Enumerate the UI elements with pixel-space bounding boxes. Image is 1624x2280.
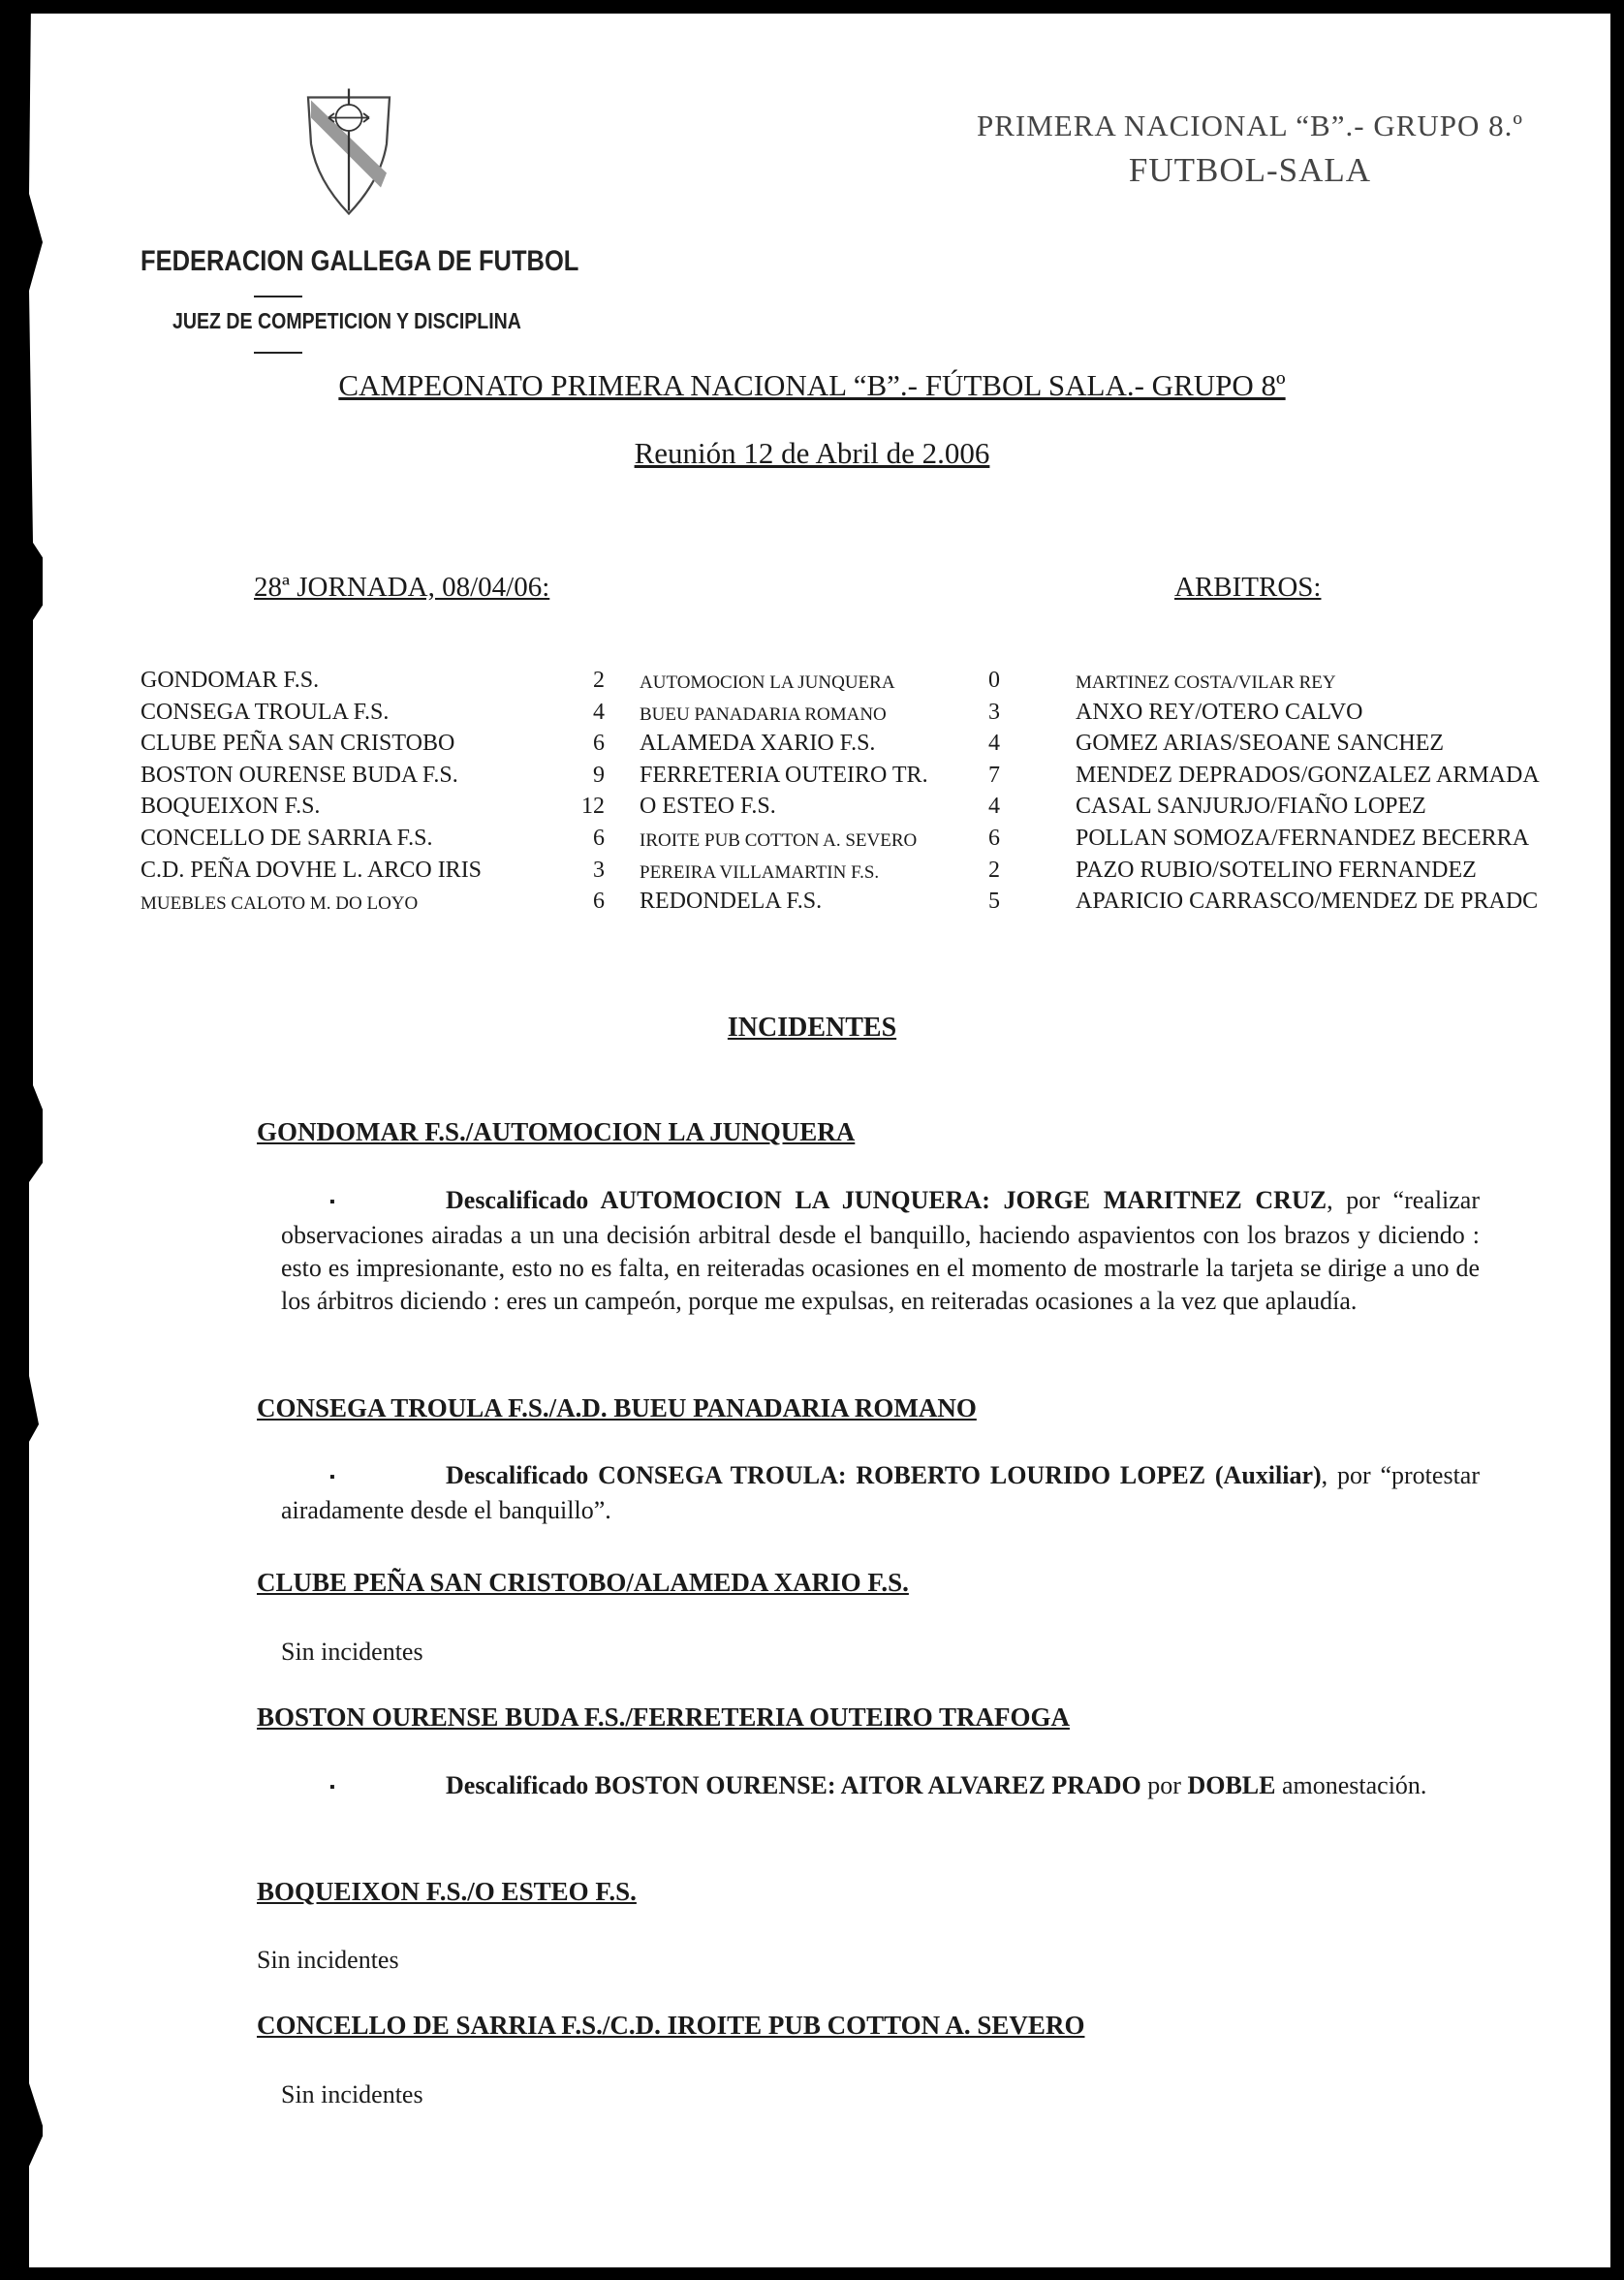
result-row <box>0 663 1624 694</box>
referees: MARTINEZ COSTA/VILAR REY <box>1076 672 1336 693</box>
sanction: Descalificado BOSTON OURENSE: AITOR ALVAREZ PRADO <box>446 1771 1141 1799</box>
home-team: C.D. PEÑA DOVHE L. ARCO IRIS <box>141 857 483 883</box>
away-score: 4 <box>988 731 1000 757</box>
incident-heading: BOSTON OURENSE BUDA F.S./FERRETERIA OUTEIRO TRAFOGA <box>257 1702 1070 1732</box>
result-row <box>0 853 1624 884</box>
home-score: 12 <box>581 794 605 820</box>
away-team: AUTOMOCION LA JUNQUERA <box>640 672 895 693</box>
away-team: BUEU PANADARIA ROMANO <box>640 703 887 725</box>
result-row <box>0 726 1624 757</box>
federation-logo <box>305 85 392 217</box>
bullet-icon: ▪ <box>329 1779 335 1796</box>
incident-heading: CLUBE PEÑA SAN CRISTOBO/ALAMEDA XARIO F.S. <box>257 1568 909 1597</box>
home-team: CLUBE PEÑA SAN CRISTOBO <box>141 731 455 757</box>
incident-text: Sin incidentes <box>257 1946 399 1974</box>
text: por <box>1140 1771 1188 1799</box>
home-team: GONDOMAR F.S. <box>141 668 320 693</box>
divider <box>254 296 302 297</box>
home-score: 6 <box>593 889 605 915</box>
home-team: BOSTON OURENSE BUDA F.S. <box>141 762 458 788</box>
away-score: 0 <box>988 668 1000 693</box>
incident-heading: CONCELLO DE SARRIA F.S./C.D. IROITE PUB COTTON A. SEVERO <box>257 2011 1085 2040</box>
text: DOBLE <box>1187 1771 1276 1799</box>
incident-text: Sin incidentes <box>281 2080 423 2108</box>
home-score: 2 <box>593 668 605 693</box>
result-row <box>0 789 1624 820</box>
referees: ANXO REY/OTERO CALVO <box>1076 699 1363 725</box>
sanction: Descalificado CONSEGA TROULA: ROBERTO LOURIDO LOPEZ (Auxiliar) <box>446 1461 1322 1489</box>
referees: GOMEZ ARIAS/SEOANE SANCHEZ <box>1076 731 1445 757</box>
home-team: BOQUEIXON F.S. <box>141 794 321 820</box>
bullet-icon: ▪ <box>329 1469 335 1486</box>
home-team: CONSEGA TROULA F.S. <box>141 699 390 725</box>
home-team: CONCELLO DE SARRIA F.S. <box>141 826 433 851</box>
away-team: ALAMEDA XARIO F.S. <box>640 731 876 757</box>
meeting-date: Reunión 12 de Abril de 2.006 <box>634 436 990 470</box>
home-team: MUEBLES CALOTO M. DO LOYO <box>141 893 419 915</box>
referees-label: ARBITROS: <box>1174 572 1322 603</box>
result-row <box>0 758 1624 789</box>
sport-header: FUTBOL-SALA <box>1128 151 1372 189</box>
document-title: CAMPEONATO PRIMERA NACIONAL “B”.- FÚTBOL SALA.- GRUPO 8º <box>338 368 1286 402</box>
referees: PAZO RUBIO/SOTELINO FERNANDEZ <box>1076 857 1477 883</box>
reason: , por “protestar airadamente desde el banquillo”. <box>281 1461 1480 1525</box>
scan-edge <box>0 0 43 2280</box>
away-score: 3 <box>988 699 1000 725</box>
federation-name: FEDERACION GALLEGA DE FUTBOL <box>141 245 579 277</box>
away-score: 5 <box>988 889 1000 915</box>
away-team: O ESTEO F.S. <box>640 794 776 820</box>
away-team: REDONDELA F.S. <box>640 889 823 915</box>
away-score: 4 <box>988 794 1000 820</box>
away-score: 7 <box>988 762 1000 788</box>
result-row <box>0 884 1624 915</box>
incidents-title: INCIDENTES <box>727 1013 897 1043</box>
result-row <box>0 821 1624 852</box>
away-score: 6 <box>988 826 1000 851</box>
referees: APARICIO CARRASCO/MENDEZ DE PRADC <box>1076 889 1539 915</box>
incident-text <box>281 1769 1480 1804</box>
incident-text <box>281 1184 1480 1318</box>
home-score: 3 <box>593 857 605 883</box>
sanction: Descalificado AUTOMOCION LA JUNQUERA: JORGE MARITNEZ CRUZ <box>446 1186 1327 1214</box>
away-score: 2 <box>988 857 1000 883</box>
home-score: 4 <box>593 699 605 725</box>
competition-header: PRIMERA NACIONAL “B”.- GRUPO 8.º <box>976 109 1524 142</box>
divider <box>254 352 302 354</box>
referees: POLLAN SOMOZA/FERNANDEZ BECERRA <box>1076 826 1530 851</box>
reason: , por “realizar observaciones airadas a un una decisión arbitral desde el banquillo, haciendo aspavientos con los brazos y diciendo : esto es impresionante, esto no es falta, en reiteradas ocasiones en el momento de mostrarle la tarjeta se dirige a uno de los árbitros diciendo : eres un campeón, porque me expulsas, en reiteradas ocasiones a la vez que aplaudía. <box>281 1186 1481 1316</box>
away-team: FERRETERIA OUTEIRO TR. <box>640 762 928 788</box>
result-row <box>0 695 1624 726</box>
home-score: 6 <box>593 826 605 851</box>
bullet-icon: ▪ <box>329 1194 335 1211</box>
referees: CASAL SANJURJO/FIAÑO LOPEZ <box>1076 794 1426 820</box>
away-team: IROITE PUB COTTON A. SEVERO <box>640 830 918 851</box>
incident-text: Sin incidentes <box>281 1638 423 1666</box>
away-team: PEREIRA VILLAMARTIN F.S. <box>640 861 880 883</box>
incident-heading: BOQUEIXON F.S./O ESTEO F.S. <box>257 1877 637 1906</box>
round-label: 28ª JORNADA, 08/04/06: <box>254 572 550 603</box>
incident-heading: GONDOMAR F.S./AUTOMOCION LA JUNQUERA <box>257 1117 856 1146</box>
incident-text <box>281 1459 1480 1527</box>
home-score: 9 <box>593 762 605 788</box>
incident-heading: CONSEGA TROULA F.S./A.D. BUEU PANADARIA ROMANO <box>257 1393 977 1422</box>
text: amonestación. <box>1275 1771 1427 1799</box>
home-score: 6 <box>593 731 605 757</box>
committee-name: JUEZ DE COMPETICION Y DISCIPLINA <box>172 308 521 333</box>
referees: MENDEZ DEPRADOS/GONZALEZ ARMADA <box>1076 762 1540 788</box>
